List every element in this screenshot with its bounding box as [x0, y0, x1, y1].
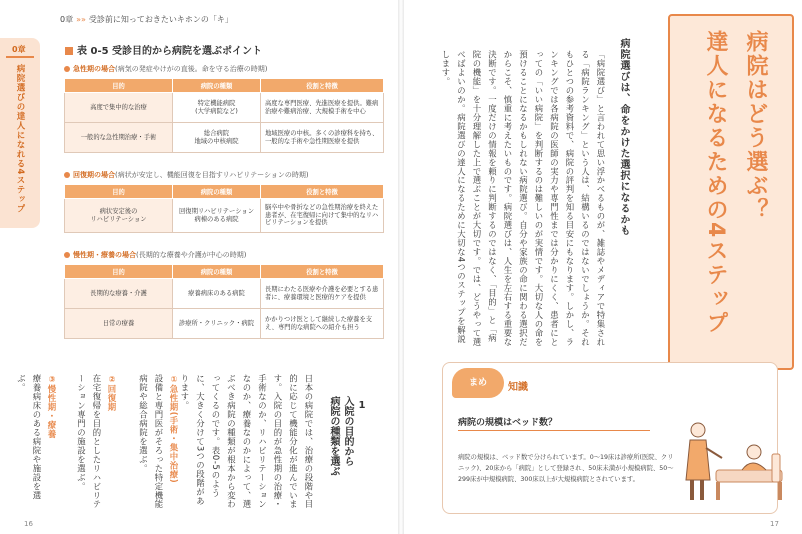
table-header: 病院の種類: [173, 265, 261, 279]
lead-text: 病院選びは、命をかけた選択になるかも: [618, 38, 629, 236]
chevron-icon: »»: [76, 15, 86, 24]
table-cell-type: 特定機能病院 (大学病院など): [173, 93, 261, 123]
table-header: 目的: [65, 79, 173, 93]
table-cell-type: 回復期リハビリテーション 病棟のある病院: [173, 199, 261, 233]
page-number-right: 17: [770, 520, 779, 528]
table-cell-role: かかりつけ医として継続した療養を支え、専門的な病院への紹介も担う: [261, 309, 384, 339]
table-header: 目的: [65, 185, 173, 199]
note-head-2: ②回復期: [107, 374, 117, 412]
left-body-text: 日本の病院では、治療の段階や目的に応じて機能分化が進んでいます。入院の目的が急性期の治療・手術なのか、リハビリテーションなのか、療養なのかによって、選ぶべき病院の種類が根本から変わってくるのです。表0-5のように、大きく分けて3つの段階があります。: [180, 374, 314, 509]
table-cell-purpose: 長期的な療養・介護: [65, 279, 173, 309]
table-header: 病院の種類: [173, 79, 261, 93]
note-body-3: 療養病床のある病院や施設を選ぶ。: [16, 374, 42, 500]
sub-heading: 入院の目的から 病院の種類を選ぶ: [328, 396, 353, 476]
table-cell-role: 長期にわたる医療や介護を必要とする患者に、療養環境と医療的ケアを提供: [261, 279, 384, 309]
side-tab-title: 病院選びの達人になれる4ステップ: [15, 64, 25, 214]
side-tab-chapter: 0章: [12, 45, 26, 54]
right-body-text: 「病院選び」と言われて思い浮かべるものが、雑誌やメディアで特集される「病院ランキング」という人は、結構いるのではないでしょうか。それもひとつの参考資料で、病院の評判を知る目安にもなります。しかし、ランキングでは各病院の医師の実力や専門性までは分かりにくく、患者にとっての「いい病院」を判断するのは難しいのが実情です。大切な人の命を預けることになるかもしれない病院選び。自分や家族の命に関わる選択だからこそ、慎重に考えたいものです。病院選びは、人生を左右する重要な決断です。一度だけの情報を頼りに判断するのではなく、「目的」と「病院の機能」を十分理解した上で選ぶことが大切です。では、どうやって選べばよいのか。病院選びの達人になるために大切な4つのステップを解説します。: [441, 50, 606, 347]
title-line-2: 達人になるための4ステップ: [703, 30, 728, 336]
note-head-3: ③慢性期・療養: [47, 374, 57, 439]
title-line-1: 病院はどう選ぶ？: [743, 30, 768, 222]
page-number-left: 16: [24, 520, 33, 528]
table-cell-type: 総合病院 地域の中核病院: [173, 123, 261, 153]
table-cell-type: 診療所・クリニック・病院: [173, 309, 261, 339]
mame-text: 病院の規模は、ベッド数で分けられています。0〜19床は診療所(医院、クリニック)、20床から「病院」として登録され、50床未満が小規模病院、50〜299床が中規模病院、300床以上が大規模病院とされています。: [458, 454, 674, 483]
note-body-1: 設備と専門医がそろった特定機能病院や総合病院を選ぶ。: [138, 374, 164, 509]
table-header: 目的: [65, 265, 173, 279]
mame-question: 病院の規模はベッド数？: [458, 418, 558, 428]
title-box: [668, 14, 794, 370]
section-acute-heading: 急性期の場合(病気の発症やけがの直後。命を守る治療の時期): [64, 64, 267, 74]
table-cell-purpose: 高度で集中的な治療: [65, 93, 173, 123]
chapter-title: 受診前に知っておきたいキホンの「キ」: [88, 15, 233, 24]
table-cell-purpose: 日常の療養: [65, 309, 173, 339]
table-header: 役割と特徴: [261, 265, 384, 279]
table-header: 病院の種類: [173, 185, 261, 199]
table-cell-purpose: 一般的な急性期治療・手術: [65, 123, 173, 153]
table-cell-purpose: 病状安定後の リハビリテーション: [65, 199, 173, 233]
table-cell-role: 高度な専門医療、先進医療を提供。難病治療や難病治療、大規模手術を中心: [261, 93, 384, 123]
table-title: 表 0-5 受診目的から病院を選ぶポイント: [65, 42, 262, 57]
note-body-2: 在宅復帰を目的としたリハビリテーション専門の施設を選ぶ。: [76, 374, 102, 509]
mame-question-underline: [458, 430, 650, 431]
table-header: 役割と特徴: [261, 79, 384, 93]
note-head-1: ①急性期(手術・集中治療): [169, 374, 179, 484]
nurse-patient-illustration-icon: [676, 400, 786, 510]
table-header: 役割と特徴: [261, 185, 384, 199]
table-cell-role: 地域医療の中核。多くの診療科を持ち、一般的な手術や急性期医療を提供: [261, 123, 384, 153]
mame-badge: まめ: [452, 368, 504, 398]
section-chronic-heading: 慢性期・療養の場合(長期的な療養や介護が中心の時期): [64, 250, 246, 260]
section-recovery-heading: 回復期の場合(病状が安定し、機能回復を目指すリハビリテーションの時期): [64, 170, 309, 180]
chapter-label: 0章: [60, 15, 74, 24]
table-cell-role: 脳卒中や骨折などの急性期治療を終えた患者が、在宅復帰に向けて集中的なリハビリテーションを提供: [261, 199, 384, 233]
table-cell-type: 療養病床のある病院: [173, 279, 261, 309]
sub-heading-number: 1: [358, 400, 366, 411]
mame-title: 知識: [508, 382, 528, 393]
